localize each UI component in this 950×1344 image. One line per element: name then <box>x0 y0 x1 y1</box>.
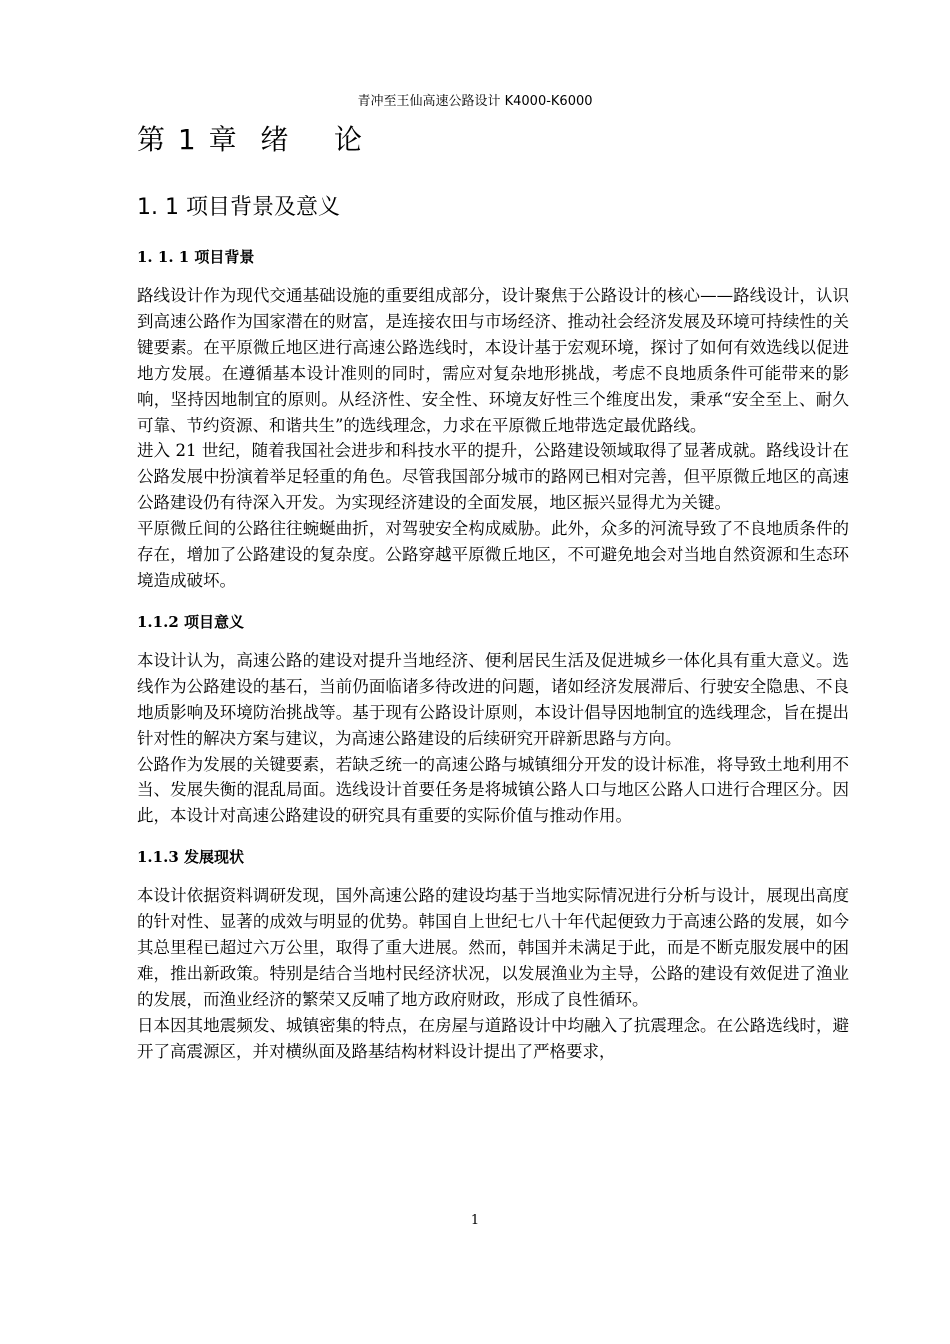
paragraph: 平原微丘间的公路往往蜿蜒曲折，对驾驶安全构成威胁。此外，众多的河流导致了不良地质条件的存在，增加了公路建设的复杂度。公路穿越平原微丘地区，不可避免地会对当地自然资源和生态环境造成破坏。 <box>137 519 849 590</box>
paragraph: 本设计认为，高速公路的建设对提升当地经济、便利居民生活及促进城乡一体化具有重大意义。选线作为公路建设的基石，当前仍面临诸多待改进的问题，诸如经济发展滞后、行驶安全隐患、不良地质影响及环境防治挑战等。基于现有公路设计原则，本设计倡导因地制宜的选线理念，旨在提出针对性的解决方案与建议，为高速公路建设的后续研究开辟新思路与方向。 <box>137 650 849 748</box>
page-content <box>137 118 849 1065</box>
subsection-title-significance: 1.1.2 项目意义 <box>137 612 244 631</box>
page-number: 1 <box>470 1213 480 1228</box>
paragraph: 本设计依据资料调研发现，国外高速公路的建设均基于当地实际情况进行分析与设计，展现出高度的针对性、显著的成效与明显的优势。韩国自上世纪七八十年代起便致力于高速公路的发展，如今其总里程已超过六万公里，取得了重大进展。然而，韩国并未满足于此，而是不断克服发展中的困难，推出新政策。特别是结合当地村民经济状况，以发展渔业为主导，公路的建设有效促进了渔业的发展，而渔业经济的繁荣又反哺了地方政府财政，形成了良性循环。 <box>137 886 849 1009</box>
section-title: 1. 1 项目背景及意义 <box>137 195 340 220</box>
paragraph: 进入 21 世纪，随着我国社会进步和科技水平的提升，公路建设领域取得了显著成就。路线设计在公路发展中扮演着举足轻重的角色。尽管我国部分城市的路网已相对完善，但平原微丘地区的高速公路建设仍有待深入开发。为实现经济建设的全面发展，地区振兴显得尤为关键。 <box>137 441 849 513</box>
chapter-title: 第 1 章 绪 论 <box>137 123 365 156</box>
paragraph: 日本因其地震频发、城镇密集的特点，在房屋与道路设计中均融入了抗震理念。在公路选线时，避开了高震源区，并对横纵面及路基结构材料设计提出了严格要求， <box>137 1015 849 1061</box>
subsection-body-background <box>137 283 849 594</box>
subsection-body-status <box>137 883 849 1064</box>
paragraph: 公路作为发展的关键要素，若缺乏统一的高速公路与城镇细分开发的设计标准，将导致土地利用不当、发展失衡的混乱局面。选线设计首要任务是将城镇公路人口与地区公路人口进行合理区分。因此，本设计对高速公路建设的研究具有重要的实际价值与推动作用。 <box>137 754 849 826</box>
running-header: 青冲至王仙高速公路设计 K4000-K6000 <box>357 94 593 109</box>
subsection-body-significance <box>137 648 849 829</box>
subsection-title-status: 1.1.3 发展现状 <box>137 848 244 867</box>
paragraph: 路线设计作为现代交通基础设施的重要组成部分，设计聚焦于公路设计的核心——路线设计，认识到高速公路作为国家潜在的财富，是连接农田与市场经济、推动社会经济发展及环境可持续性的关键要素。在平原微丘地区进行高速公路选线时，本设计基于宏观环境，探讨了如何有效选线以促进地方发展。在遵循基本设计准则的同时，需应对复杂地形挑战，考虑不良地质条件可能带来的影响，坚持因地制宜的原则。从经济性、安全性、环境友好性三个维度出发，秉承“安全至上、耐久可靠、节约资源、和谐共生”的选线理念，力求在平原微丘地带选定最优路线。 <box>137 286 849 435</box>
subsection-title-background: 1. 1. 1 项目背景 <box>137 248 255 266</box>
